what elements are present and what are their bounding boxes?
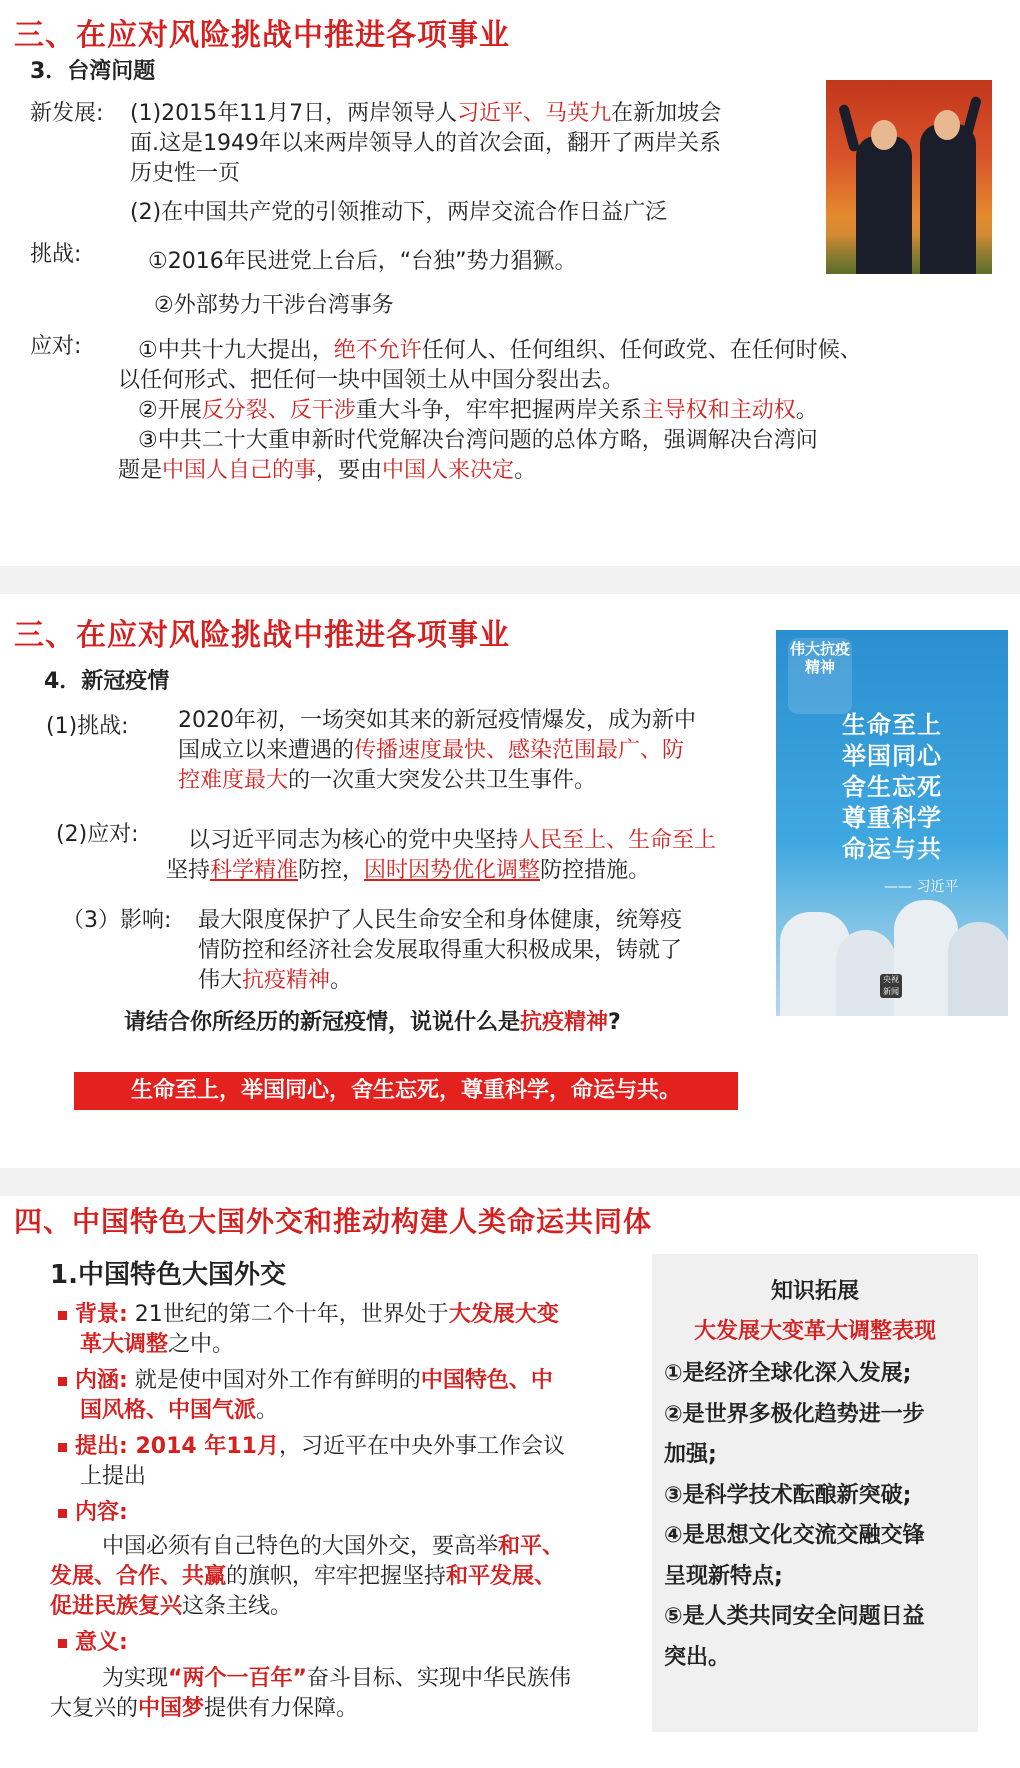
knowledge-title: 知识拓展 — [770, 1279, 859, 1304]
slide-title: 三、在应对风险挑战中推进各项事业 — [14, 18, 510, 53]
slide-taiwan — [0, 0, 1020, 566]
poster-signature: —— 习近平 — [884, 879, 959, 895]
significance-text: 为实现“两个一百年”奋斗目标、实现中华民族伟 大复兴的中国梦提供有力保障。 — [50, 1666, 571, 1721]
response-1: ①中共十九大提出，绝不允许任何人、任何组织、任何政党、在任何时候、 以任何形式、把任何一块中国领土从中国分裂出去。 — [118, 338, 862, 393]
slide-diplomacy — [0, 1196, 1020, 1768]
connotation-item: 内涵: 就是使中国对外工作有鲜明的中国特色、中 国风格、中国气派。 — [58, 1366, 553, 1426]
poster-slogans: 生命至上 举国同心 舍生忘死 尊重科学 命运与共 — [842, 711, 942, 863]
response-label: 应对: — [30, 334, 82, 359]
challenge-label: (1)挑战: — [46, 714, 129, 739]
slide-gap — [0, 1168, 1020, 1196]
knowledge-list: ①是经济全球化深入发展; ②是世界多极化趋势进一步 加强; ③是科学技术酝酿新突破; ④是思想文化交流交融交锋 呈现新特点; ⑤是人类共同安全问题日益 突出。 — [664, 1361, 925, 1670]
response-label: (2)应对: — [56, 822, 139, 847]
poster-badge: 伟大抗疫精神 — [788, 638, 852, 714]
challenge-1: ①2016年民进党上台后，“台独”势力猖獗。 — [148, 249, 577, 274]
knowledge-extension-box — [652, 1254, 978, 1732]
response-2: ②开展反分裂、反干涉重大斗争，牢牢把握两岸关系主导权和主动权。 — [138, 398, 818, 423]
discussion-question: 请结合你所经历的新冠疫情，说说什么是抗疫精神? — [124, 1010, 621, 1035]
challenge-2: ②外部势力干涉台湾事务 — [154, 293, 394, 318]
slide-title: 三、在应对风险挑战中推进各项事业 — [14, 618, 510, 653]
answer-banner: 生命至上，举国同心，舍生忘死，尊重科学，命运与共。 — [74, 1072, 738, 1110]
response-text: 以习近平同志为核心的党中央坚持人民至上、生命至上 坚持科学精准防控，因时因势优化调整防控措施。 — [166, 828, 717, 883]
background-item: 背景: 21世纪的第二个十年，世界处于大发展大变 革大调整之中。 — [58, 1300, 638, 1360]
content-item: 内容: — [58, 1498, 128, 1528]
anti-epidemic-poster — [776, 630, 1008, 1016]
slide-gap — [0, 566, 1020, 594]
knowledge-subtitle: 大发展大变革大调整表现 — [693, 1319, 936, 1344]
impact-text: 最大限度保护了人民生命安全和身体健康，统筹疫 情防控和经济社会发展取得重大积极成果，铸就了 伟大抗疫精神。 — [198, 908, 683, 993]
new-development-label: 新发展: — [30, 101, 104, 126]
response-3: ③中共二十大重申新时代党解决台湾问题的总体方略，强调解决台湾问 题是中国人自己的事，要由中国人来决定。 — [118, 428, 818, 483]
challenge-text: 2020年初，一场突如其来的新冠疫情爆发，成为新中 国成立以来遭遇的传播速度最快、感染范围最广、防 控难度最大的一次重大突发公共卫生事件。 — [178, 708, 696, 793]
new-development-1: (1)2015年11月7日，两岸领导人习近平、马英九在新加坡会 面.这是1949年以来两岸领导人的首次会面，翻开了两岸关系 历史性一页 — [130, 101, 722, 186]
content-text: 中国必须有自己特色的大国外交，要高举和平、 发展、合作、共赢的旗帜，牢牢把握坚持和平发展、 促进民族复兴这条主线。 — [50, 1534, 565, 1619]
section-subtitle: 3．台湾问题 — [30, 59, 156, 84]
new-development-2: (2)在中国共产党的引领推动下，两岸交流合作日益广泛 — [130, 200, 668, 225]
challenge-label: 挑战: — [30, 242, 82, 267]
slide-title: 四、中国特色大国外交和推动构建人类命运共同体 — [14, 1205, 653, 1238]
section-subtitle: 1.中国特色大国外交 — [50, 1260, 286, 1290]
section-subtitle: 4．新冠疫情 — [44, 669, 170, 694]
slide-covid — [0, 594, 1020, 1168]
cctv-news-logo: 央视新闻 — [880, 974, 902, 998]
impact-label: （3）影响: — [62, 908, 172, 933]
leaders-meeting-photo — [826, 80, 992, 274]
significance-item: 意义: — [58, 1628, 128, 1658]
proposed-item: 提出: 2014 年11月，习近平在中央外事工作会议 上提出 — [58, 1432, 565, 1492]
